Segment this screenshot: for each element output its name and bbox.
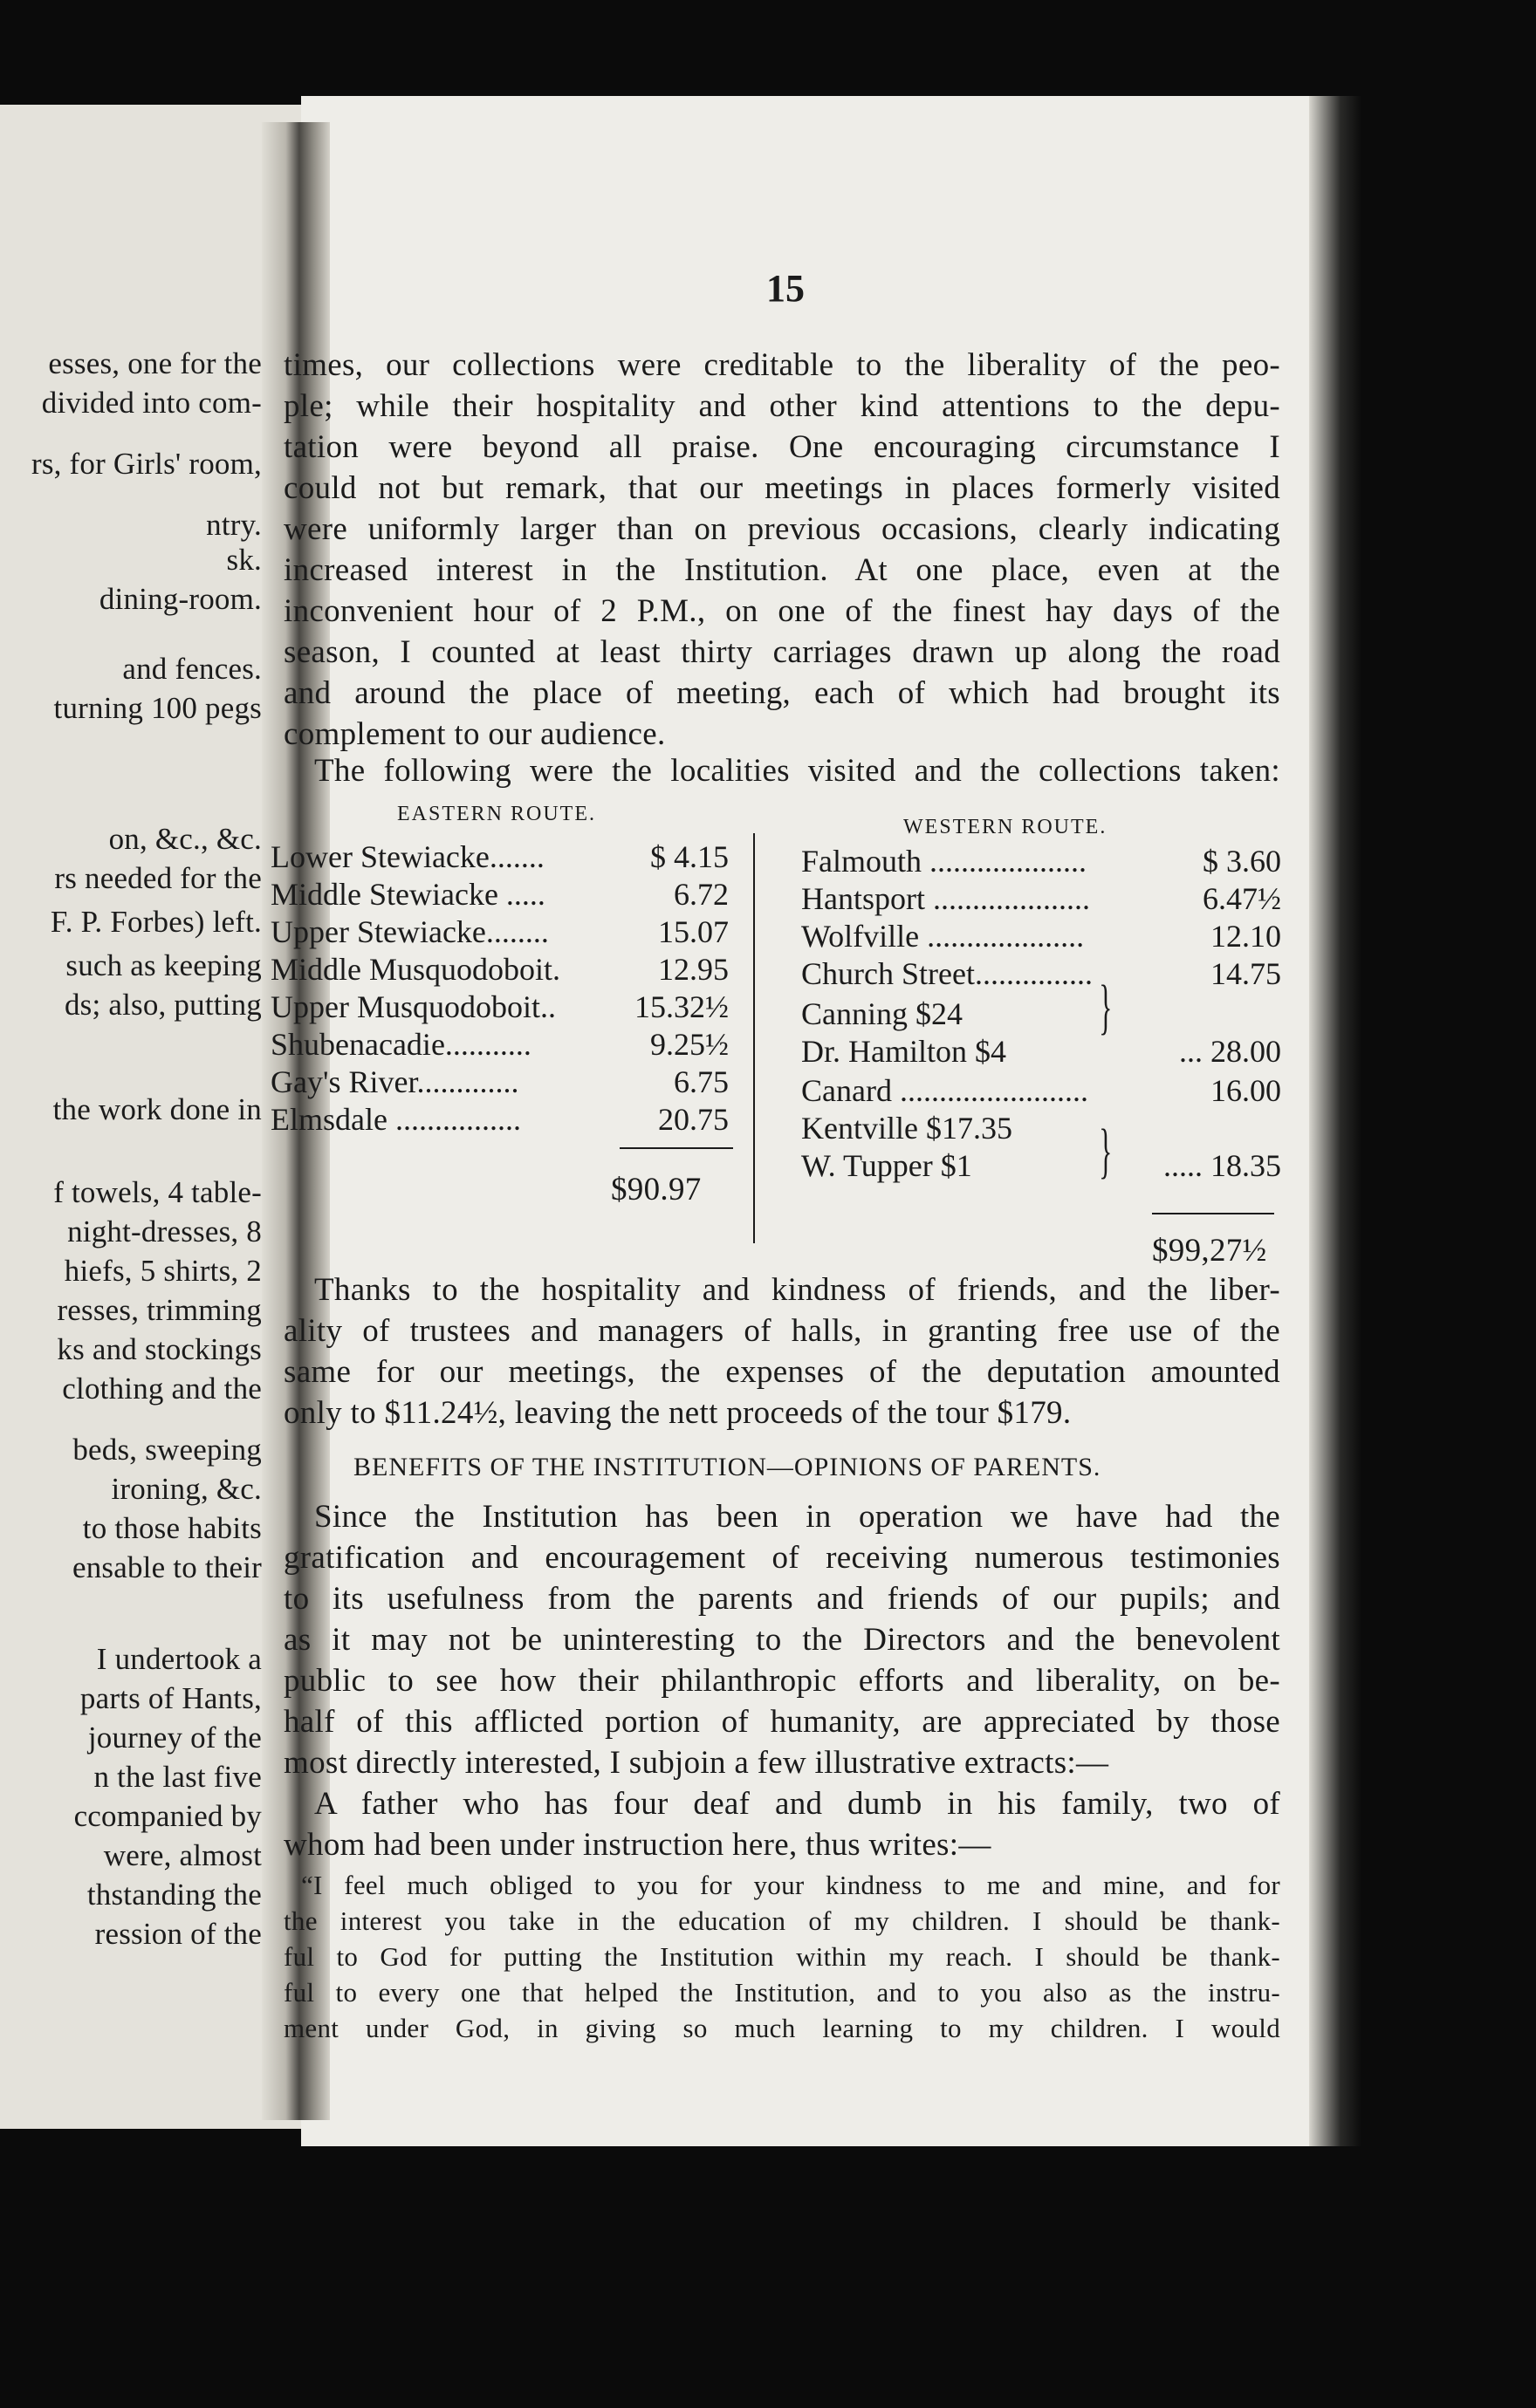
left-page-line: sk.: [226, 543, 262, 577]
left-page-line: ccompanied by: [73, 1799, 262, 1833]
left-page-line: ntry.: [206, 508, 262, 542]
thanks-line: ality of trustees and managers of halls, in granting free use of the: [284, 1313, 1280, 1349]
localities-intro: The following were the localities visited and the collections taken:: [314, 753, 1280, 789]
left-page-line: journey of the: [87, 1720, 262, 1755]
locality-name: Middle Musquodoboit.: [271, 952, 561, 987]
intro-line: times, our collections were creditable to the liberality of the peo-: [284, 347, 1280, 383]
eastern-route-row: [271, 1100, 729, 1139]
collection-amount: 6.47½: [1203, 881, 1281, 916]
eastern-total-rule: [620, 1147, 733, 1149]
page-edge-shadow: [1309, 96, 1361, 2146]
section-heading: BENEFITS OF THE INSTITUTION—OPINIONS OF PARENTS.: [353, 1453, 1101, 1481]
intro-line: could not but remark, that our meetings in places formerly visited: [284, 470, 1280, 506]
locality-name: Kentville $17.35: [801, 1111, 1012, 1146]
locality-name: Upper Musquodoboit..: [271, 989, 556, 1024]
locality-name: Falmouth ....................: [801, 844, 1087, 879]
left-page-line: F. P. Forbes) left.: [50, 905, 262, 939]
eastern-total: $90.97: [611, 1172, 702, 1207]
quote-line: ful to every one that helped the Institution, and to you also as the instru-: [284, 1977, 1280, 2008]
left-page-line: hiefs, 5 shirts, 2: [64, 1254, 262, 1288]
locality-name: Gay's River.............: [271, 1064, 519, 1099]
western-route-row: [801, 995, 1281, 1033]
western-route-row: [801, 1146, 1281, 1185]
left-page-line: were, almost: [103, 1838, 262, 1872]
left-page-line: n the last five: [93, 1760, 262, 1794]
quote-line: ment under God, in giving so much learning to my children. I would: [284, 2013, 1280, 2043]
collection-amount: $ 4.15: [650, 839, 729, 874]
page-number: 15: [766, 267, 805, 310]
eastern-route-title: EASTERN ROUTE.: [397, 803, 596, 825]
thanks-line: same for our meetings, the expenses of the deputation amounted: [284, 1354, 1280, 1390]
left-page-line: the work done in: [52, 1092, 262, 1126]
intro-line: increased interest in the Institution. At one place, even at the: [284, 552, 1280, 588]
western-route-row: [801, 1032, 1281, 1071]
western-route-row: [801, 917, 1281, 955]
locality-name: W. Tupper $1: [801, 1148, 972, 1183]
collection-amount: 14.75: [1210, 956, 1281, 991]
collection-amount: 9.25½: [650, 1027, 729, 1062]
western-route-row: [801, 842, 1281, 880]
locality-name: Dr. Hamilton $4: [801, 1034, 1006, 1069]
left-page-line: parts of Hants,: [79, 1681, 262, 1715]
kentville-tupper-brace: }: [1099, 1118, 1113, 1185]
left-page-line: thstanding the: [86, 1878, 262, 1912]
collection-amount: 12.95: [658, 952, 729, 987]
left-page-line: ds; also, putting: [64, 988, 262, 1022]
benefits-line: Since the Institution has been in operation we have had the: [314, 1499, 1280, 1535]
eastern-route-row: [271, 1025, 729, 1064]
left-page-line: dining-room.: [99, 582, 262, 616]
collection-amount: 12.10: [1210, 919, 1281, 954]
intro-line: were uniformly larger than on previous occasions, clearly indicating: [284, 511, 1280, 547]
left-page-line: esses, one for the: [48, 346, 262, 380]
western-route-title: WESTERN ROUTE.: [903, 816, 1107, 838]
left-page-line: divided into com-: [41, 386, 262, 420]
locality-name: Hantsport ....................: [801, 881, 1090, 916]
locality-name: Upper Stewiacke........: [271, 914, 549, 949]
left-page-line: ks and stockings: [57, 1332, 262, 1366]
collection-amount: ..... 18.35: [1163, 1148, 1281, 1183]
canning-hamilton-brace: }: [1099, 974, 1113, 1041]
thanks-line: Thanks to the hospitality and kindness of friends, and the liber-: [314, 1272, 1280, 1308]
collection-amount: ... 28.00: [1179, 1034, 1281, 1069]
western-route-row: [801, 1109, 1281, 1147]
western-total: $99,27½: [1152, 1233, 1267, 1269]
locality-name: Wolfville ....................: [801, 919, 1085, 954]
locality-name: Shubenacadie...........: [271, 1027, 531, 1062]
western-route-row: [801, 1071, 1281, 1110]
left-page-line: rs, for Girls' room,: [31, 447, 262, 481]
benefits-line: gratification and encouragement of receiving numerous testimonies: [284, 1540, 1280, 1576]
western-route-row: [801, 879, 1281, 918]
left-page-line: I undertook a: [96, 1642, 262, 1676]
locality-name: Middle Stewiacke .....: [271, 877, 545, 912]
locality-name: Lower Stewiacke.......: [271, 839, 545, 874]
collection-amount: 20.75: [658, 1102, 729, 1137]
quote-line: “I feel much obliged to you for your kindness to me and mine, and for: [301, 1870, 1280, 1900]
locality-name: Canning $24: [801, 996, 963, 1031]
left-page-line: f towels, 4 table-: [53, 1175, 262, 1209]
left-page-line: ression of the: [94, 1917, 262, 1951]
intro-line: season, I counted at least thirty carriages drawn up along the road: [284, 634, 1280, 670]
eastern-route-row: [271, 950, 729, 989]
left-page-line: such as keeping: [65, 948, 262, 982]
collection-amount: 16.00: [1210, 1073, 1281, 1108]
western-route-row: [801, 954, 1281, 993]
father-line: whom had been under instruction here, thus writes:—: [284, 1827, 991, 1863]
route-column-divider: [753, 833, 755, 1243]
benefits-line: half of this afflicted portion of humanity, are appreciated by those: [284, 1704, 1280, 1740]
benefits-line: to its usefulness from the parents and friends of our pupils; and: [284, 1581, 1280, 1617]
collection-amount: 15.07: [658, 914, 729, 949]
quote-line: ful to God for putting the Institution within my reach. I should be thank-: [284, 1941, 1280, 1972]
intro-line: tation were beyond all praise. One encouraging circumstance I: [284, 429, 1280, 465]
eastern-route-row: [271, 875, 729, 913]
intro-line: inconvenient hour of 2 P.M., on one of the finest hay days of the: [284, 593, 1280, 629]
left-page-line: to those habits: [82, 1511, 262, 1545]
left-page-line: ensable to their: [72, 1550, 262, 1584]
benefits-line: public to see how their philanthropic efforts and liberality, on be-: [284, 1663, 1280, 1699]
left-page-line: night-dresses, 8: [67, 1214, 262, 1248]
benefits-line: as it may not be uninteresting to the Directors and the benevolent: [284, 1622, 1280, 1658]
left-page-line: ironing, &c.: [111, 1472, 262, 1506]
left-page-line: beds, sweeping: [72, 1433, 262, 1467]
thanks-line: only to $11.24½, leaving the nett proceeds of the tour $179.: [284, 1395, 1072, 1431]
locality-name: Church Street...............: [801, 956, 1093, 991]
locality-name: Canard ........................: [801, 1073, 1088, 1108]
collection-amount: 6.75: [674, 1064, 729, 1099]
intro-line: ple; while their hospitality and other kind attentions to the depu-: [284, 388, 1280, 424]
left-page-line: resses, trimming: [57, 1293, 262, 1327]
left-page-line: and fences.: [122, 652, 262, 686]
benefits-line: most directly interested, I subjoin a few illustrative extracts:—: [284, 1745, 1109, 1781]
collection-amount: $ 3.60: [1203, 844, 1281, 879]
intro-line: and around the place of meeting, each of which had brought its: [284, 675, 1280, 711]
eastern-route-row: [271, 913, 729, 951]
eastern-route-row: [271, 1063, 729, 1101]
quote-line: the interest you take in the education of my children. I should be thank-: [284, 1905, 1280, 1936]
left-page-line: turning 100 pegs: [53, 691, 262, 725]
intro-line: complement to our audience.: [284, 716, 666, 752]
left-page-line: clothing and the: [62, 1372, 262, 1406]
collection-amount: 6.72: [674, 877, 729, 912]
collection-amount: 15.32½: [634, 989, 729, 1024]
eastern-route-row: [271, 838, 729, 876]
eastern-route-row: [271, 988, 729, 1026]
father-line: A father who has four deaf and dumb in his family, two of: [314, 1786, 1280, 1822]
locality-name: Elmsdale ................: [271, 1102, 521, 1137]
left-page-line: rs needed for the: [54, 861, 262, 895]
western-total-rule: [1152, 1213, 1274, 1214]
left-page-line: on, &c., &c.: [108, 822, 262, 856]
